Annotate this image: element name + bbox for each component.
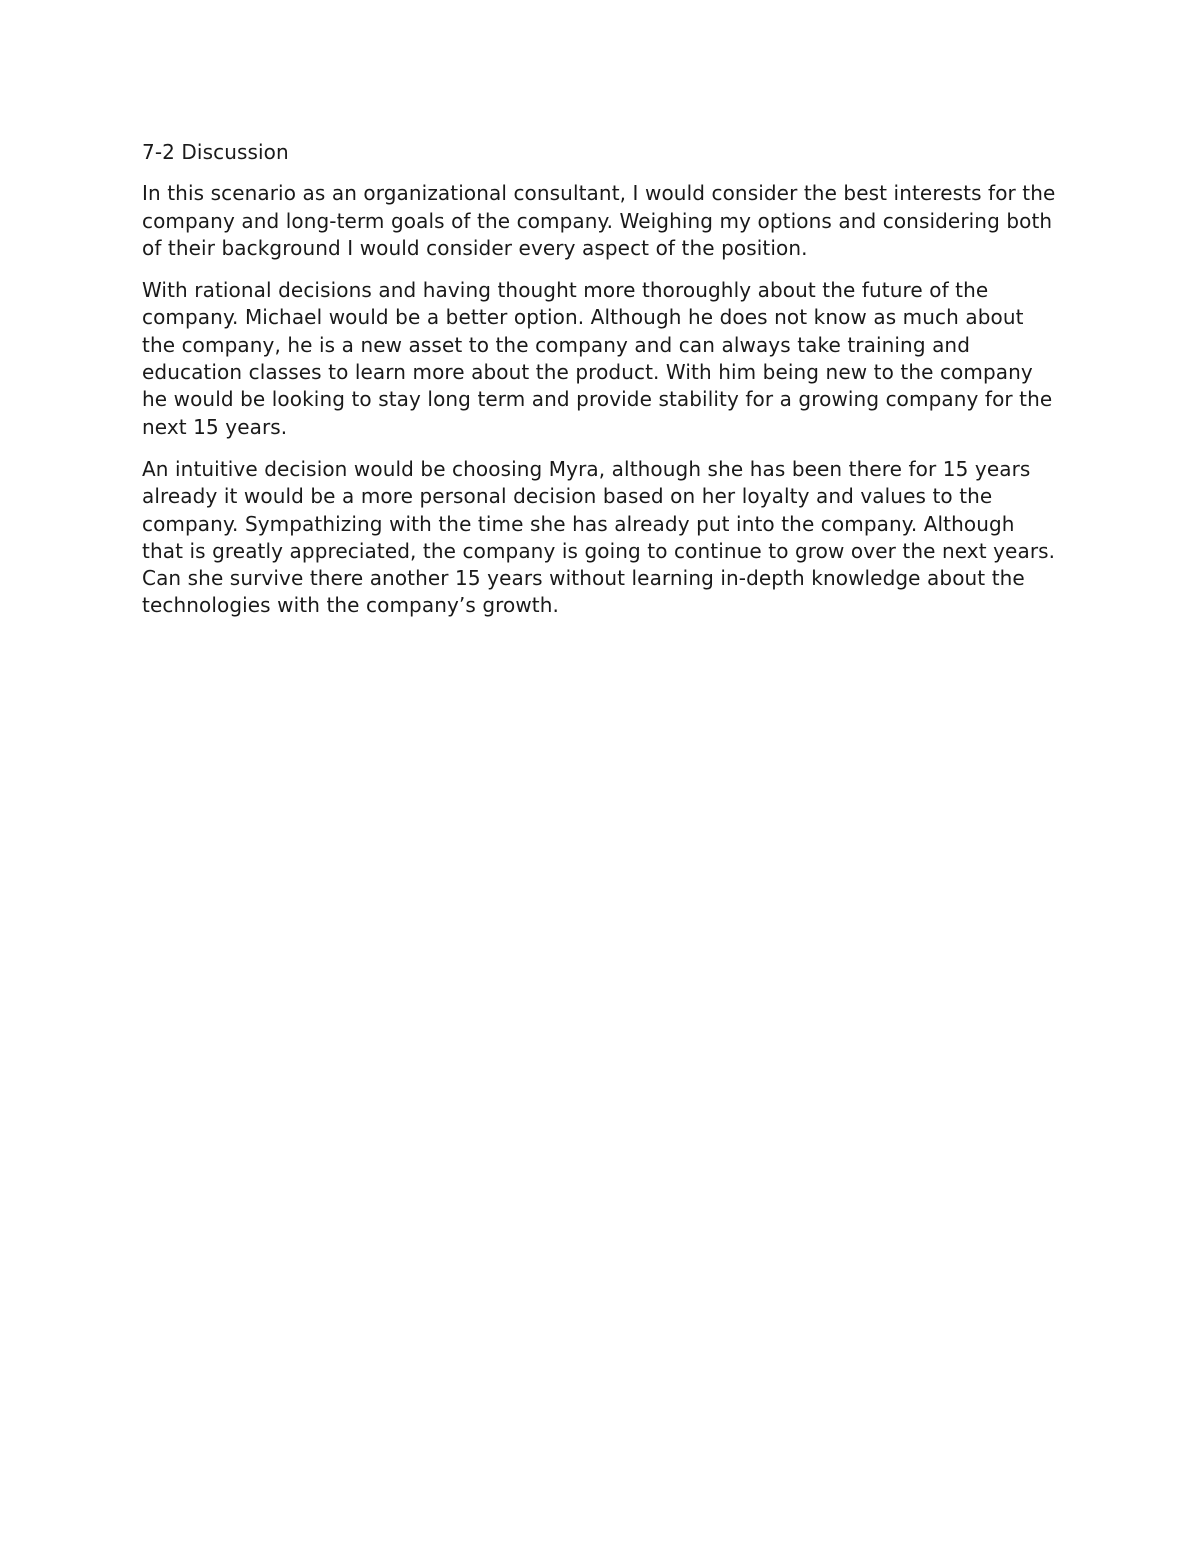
document-title: 7-2 Discussion (142, 140, 289, 164)
paragraph-intuitive-decision: An intuitive decision would be choosing Myra, although she has been there for 15 years already it would be a more personal decision based on her loyalty and values to the company. Sympathizing with the time she has already put into the company. Although that is greatly appreciated, the company is going to continue to grow over the next years. Can she survive there another 15 years without learning in-depth knowledge about the technologies with the company’s growth. (142, 456, 1056, 618)
paragraph-rational-decision: With rational decisions and having thought more thoroughly about the future of the company. Michael would be a better option. Although he does not know as much about the company, he is a new asset to the company and can always take training and education classes to learn more about the product. With him being new to the company he would be looking to stay long term and provide stability for a growing company for the next 15 years. (142, 278, 1053, 439)
document-body (142, 139, 1062, 635)
paragraph-intro: In this scenario as an organizational consultant, I would consider the best interests for the company and long-term goals of the company. Weighing my options and considering both of their background I would consider every aspect of the position. (142, 181, 1056, 260)
